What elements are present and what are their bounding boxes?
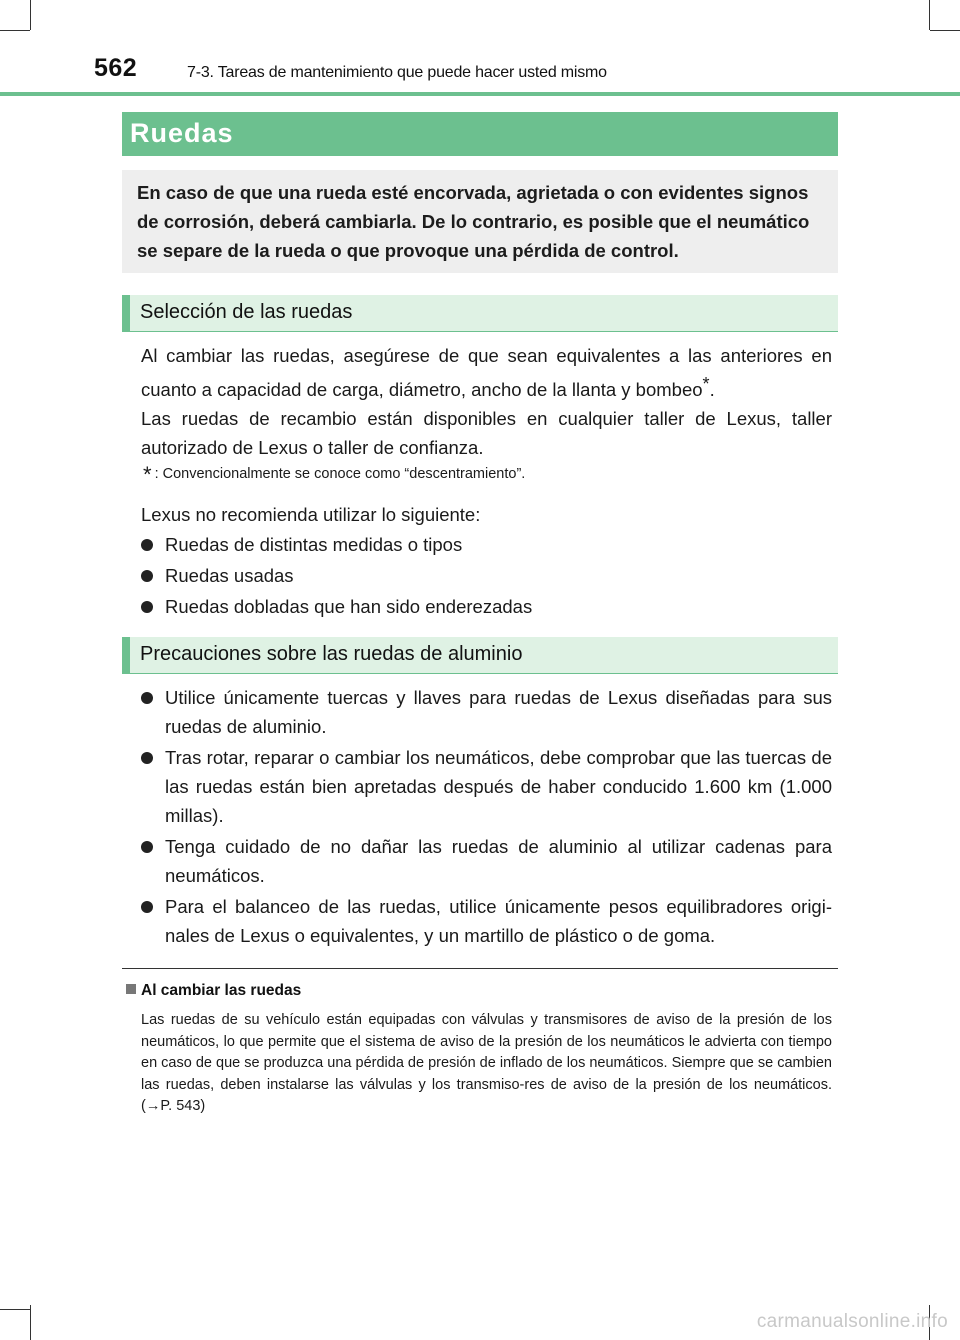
footnote-text: : Convencionalmente se conoce como “descentramiento”. (154, 466, 526, 482)
asterisk-mark: * (702, 374, 710, 394)
list-item: Para el balanceo de las ruedas, utilice únicamente pesos equilibradores origi-nales de Lexus o equivalentes, y un martillo de plástico o de goma. (141, 892, 832, 950)
selection-text (141, 341, 832, 462)
list-item: Ruedas dobladas que han sido enderezadas (141, 592, 832, 621)
intro-box (122, 170, 838, 273)
selection-paragraph-1-text: Al cambiar las ruedas, asegúrese de que sean equivalentes a las anteriores en cuanto a capacidad de carga, diámetro, ancho de la llanta y bombeo (141, 345, 832, 400)
page-number: 562 (94, 54, 138, 82)
note-heading (126, 982, 301, 1000)
watermark: carmanualsonline.info (756, 1311, 948, 1332)
page-header (0, 0, 960, 100)
crop-mark (30, 1305, 31, 1340)
page-title: Ruedas (130, 118, 234, 148)
note-body (141, 1010, 832, 1118)
subheading-accent-bar (122, 637, 130, 673)
not-recommended-list (141, 530, 832, 621)
selection-paragraph-2: Las ruedas de recambio están disponibles en cualquier taller de Lexus, taller autorizado de Lexus o taller de confianza. (141, 408, 832, 458)
subheading-accent-bar (122, 295, 130, 331)
square-bullet-icon (126, 984, 136, 994)
subheading-selection (122, 295, 838, 332)
footnote-mark: * (143, 462, 152, 487)
not-recommended-intro: Lexus no recomienda utilizar lo siguiente: (141, 504, 481, 525)
list-item: Ruedas de distintas medidas o tipos (141, 530, 832, 559)
header-rule (0, 92, 960, 96)
title-bar (122, 112, 838, 156)
section-path: 7-3. Tareas de mantenimiento que puede hacer usted mismo (187, 64, 607, 81)
note-paragraph: Las ruedas de su vehículo están equipadas con válvulas y transmisores de aviso de la presión de los neumáticos, lo que permite que el sistema de aviso de la presión de los neumáticos le advierta con tiempo en caso de que se produzca una pérdida de presión de inflado de los neumáticos. Siempre que se cambien las ruedas, deben instalarse las válvulas y los transmiso-res de aviso de la presión de los neumáticos. (→P. 543) (141, 1012, 832, 1114)
precautions-list (141, 683, 832, 950)
crop-mark (0, 1309, 30, 1310)
selection-paragraph-1-end: . (709, 379, 715, 400)
subheading-precautions (122, 637, 838, 674)
section-divider (122, 968, 838, 969)
list-item: Ruedas usadas (141, 561, 832, 590)
list-item: Utilice únicamente tuercas y llaves para ruedas de Lexus diseñadas para sus ruedas de aluminio. (141, 683, 832, 741)
subheading-selection-title: Selección de las ruedas (140, 301, 353, 323)
intro-text: En caso de que una rueda esté encorvada, agrietada o con evidentes signos de corrosión, deberá cambiarla. De lo contrario, es posible que el neumático se separe de la rueda o que provoque una pérdida de control. (137, 182, 810, 261)
note-heading-text: Al cambiar las ruedas (141, 982, 302, 999)
footnote (143, 462, 525, 488)
list-item: Tras rotar, reparar o cambiar los neumáticos, debe comprobar que las tuercas de las ruedas están bien apretadas después de haber conducido 1.600 km (1.000 millas). (141, 743, 832, 830)
subheading-precautions-title: Precauciones sobre las ruedas de aluminio (140, 643, 523, 665)
list-item: Tenga cuidado de no dañar las ruedas de aluminio al utilizar cadenas para neumáticos. (141, 832, 832, 890)
selection-paragraph-1 (141, 341, 832, 404)
